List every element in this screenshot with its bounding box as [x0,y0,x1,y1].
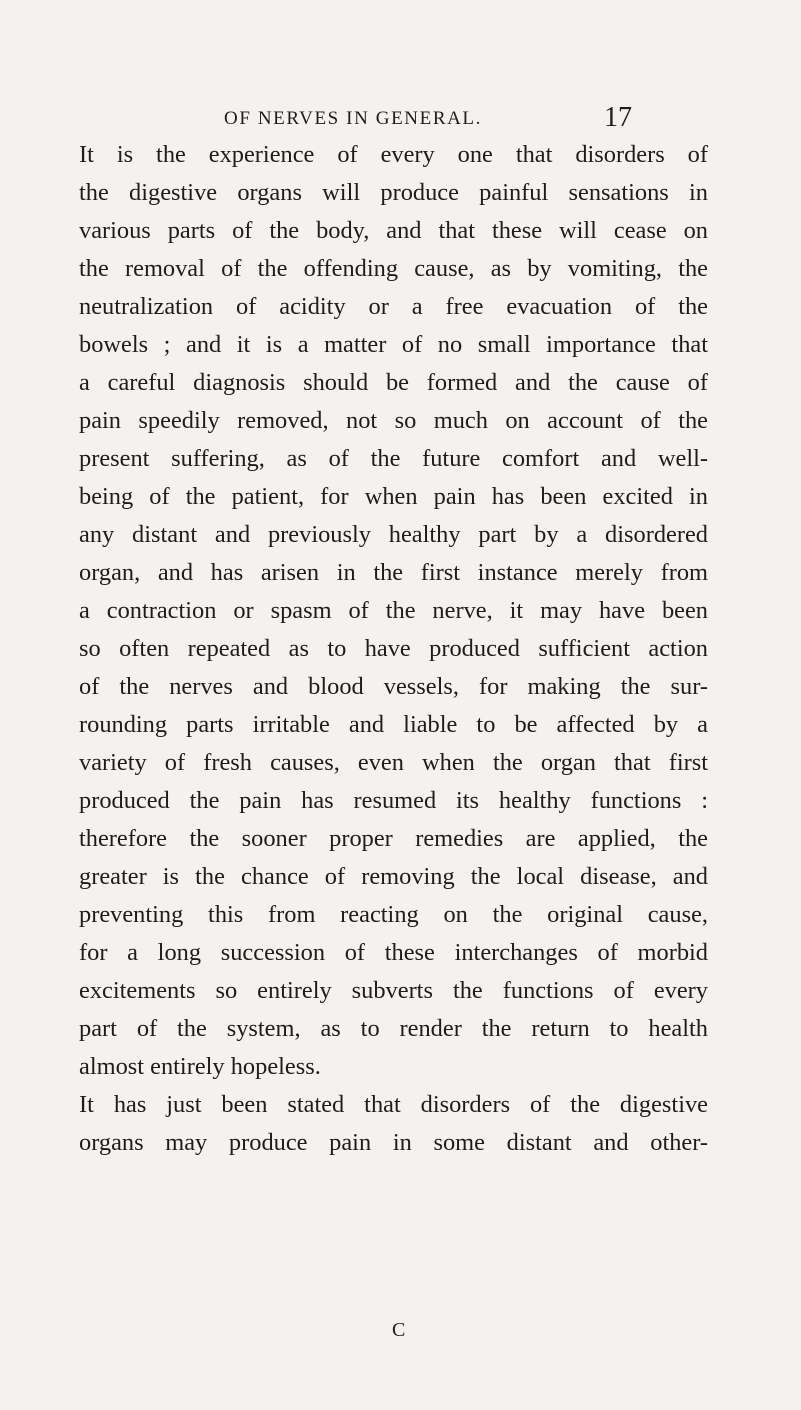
text-line: It is the experience of every one that disorders of [79,141,708,168]
text-line: the digestive organs will produce painful sensations in [79,179,708,206]
running-head [0,104,801,134]
text-line: preventing this from reacting on the original cause, [79,901,708,928]
text-line: so often repeated as to have produced sufficient action [79,635,708,662]
text-line: greater is the chance of removing the local disease, and [79,863,708,890]
text-line: bowels ; and it is a matter of no small importance that [79,331,708,358]
text-line: any distant and previously healthy part by a disordered [79,521,708,548]
text-line: almost entirely hopeless. [79,1053,321,1080]
text-line: present suffering, as of the future comfort and well- [79,445,708,472]
text-line: the removal of the offending cause, as by vomiting, the [79,255,708,282]
text-line: excitements so entirely subverts the functions of every [79,977,708,1004]
text-line: various parts of the body, and that these will cease on [79,217,708,244]
text-line: rounding parts irritable and liable to be affected by a [79,711,708,738]
text-line: being of the patient, for when pain has been excited in [79,483,708,510]
text-line: neutralization of acidity or a free evacuation of the [79,293,708,320]
text-line: a careful diagnosis should be formed and the cause of [79,369,708,396]
text-line: for a long succession of these interchanges of morbid [79,939,708,966]
text-line: organs may produce pain in some distant and other- [79,1129,708,1156]
running-title: OF NERVES IN GENERAL. [224,108,482,129]
page-number: 17 [604,102,632,133]
text-line: of the nerves and blood vessels, for making the sur- [79,673,708,700]
text-line: part of the system, as to render the return to health [79,1015,708,1042]
text-line: variety of fresh causes, even when the organ that first [79,749,708,776]
text-line: therefore the sooner proper remedies are applied, the [79,825,708,852]
text-line: It has just been stated that disorders of the digestive [79,1091,708,1118]
text-line: pain speedily removed, not so much on account of the [79,407,708,434]
text-line: produced the pain has resumed its healthy functions : [79,787,708,814]
signature-mark: C [392,1319,407,1341]
text-line: a contraction or spasm of the nerve, it may have been [79,597,708,624]
text-line: organ, and has arisen in the first instance merely from [79,559,708,586]
